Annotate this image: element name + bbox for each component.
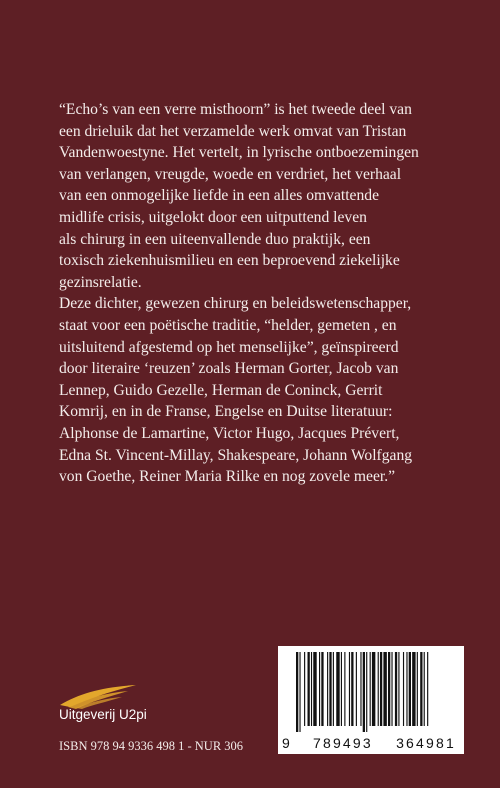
wing-swoosh-icon — [58, 683, 138, 709]
barcode-digits-right: 364981 — [396, 735, 456, 751]
isbn-barcode — [278, 646, 464, 754]
barcode-bar — [296, 652, 298, 732]
barcode-bar — [380, 652, 382, 726]
barcode-bar — [344, 652, 345, 726]
blurb-line: staat voor een poëtische traditie, “helder, gemeten , en — [59, 316, 397, 334]
blurb-line: Komrij, en in de Franse, Engelse en Duitse literatuur: — [59, 403, 393, 421]
barcode-bar — [319, 652, 320, 726]
blurb-line: Deze dichter, gewezen chirurg en beleidswetenschapper, — [59, 295, 412, 313]
barcode-digit-first: 9 — [282, 735, 290, 751]
blurb-line: van verlangen, vreugde, woede en verdriet, het verhaal — [59, 165, 402, 183]
barcode-bar — [336, 652, 339, 726]
barcode-bar — [424, 652, 425, 726]
barcode-bar — [304, 652, 305, 726]
barcode-bar — [351, 652, 353, 726]
barcode-bar — [333, 652, 334, 726]
blurb-paragraph-2 — [59, 293, 459, 487]
barcode-bar — [356, 652, 357, 726]
isbn-nur-line: ISBN 978 94 9336 498 1 - NUR 306 — [59, 739, 244, 753]
barcode-digits — [278, 735, 464, 751]
barcode-bar — [412, 652, 415, 726]
barcode-bar — [403, 652, 404, 726]
barcode-bars — [284, 652, 458, 732]
barcode-bar — [349, 652, 350, 726]
barcode-bar — [341, 652, 342, 726]
barcode-bar — [299, 652, 300, 732]
blurb-line: uitsluitend afgestemd op het menselijke”, geïnspireerd — [59, 338, 399, 356]
barcode-bar — [366, 652, 367, 732]
blurb-paragraph-1 — [59, 99, 459, 293]
barcode-bar — [313, 652, 316, 726]
blurb-line: een drieluik dat het verzamelde werk omvat van Tristan — [59, 122, 407, 140]
barcode-bar — [391, 652, 392, 726]
barcode-bar — [420, 652, 422, 726]
barcode-bar — [360, 652, 361, 726]
barcode-bar — [409, 652, 411, 726]
blurb-line: “Echo’s van een verre misthoorn” is het tweede deel van — [59, 101, 412, 118]
blurb-line: van een onmogelijke liefde in een alles omvattende — [59, 187, 379, 205]
blurb-line: Alphonse de Lamartine, Victor Hugo, Jacques Prévert, — [59, 424, 400, 442]
blurb-line: toxisch ziekenhuismilieu en een beproevend ziekelijke — [59, 252, 400, 270]
barcode-bar — [378, 652, 379, 726]
barcode-bar — [398, 652, 399, 726]
barcode-bar — [372, 652, 375, 726]
blurb-line: Edna St. Vincent-Millay, Shakespeare, Johann Wolfgang — [59, 446, 413, 464]
blurb-line: gezinsrelatie. — [59, 273, 142, 291]
barcode-bar — [370, 652, 371, 726]
barcode-bar — [327, 652, 328, 726]
barcode-bar — [395, 652, 397, 726]
blurb-line: als chirurg in een uiteenvallende duo praktijk, een — [59, 230, 371, 248]
blurb-line: Vandenwoestyne. Het vertelt, in lyrische ontboezemingen — [59, 144, 419, 162]
blurb-line: door literaire ‘reuzen’ zoals Herman Gorter, Jacob van — [59, 360, 399, 378]
barcode-bar — [427, 652, 428, 726]
blurb-line: Lennep, Guido Gezelle, Herman de Coninck, Gerrit — [59, 381, 383, 399]
back-cover-blurb — [59, 99, 459, 488]
blurb-line: midlife crisis, uitgelokt door een uitputtend leven — [59, 208, 367, 226]
barcode-bar — [329, 652, 331, 726]
barcode-bar — [311, 652, 312, 726]
barcode-bar — [417, 652, 418, 726]
barcode-bar — [363, 652, 365, 732]
barcode-bar — [406, 652, 407, 726]
barcode-bar — [383, 652, 386, 726]
barcode-bar — [321, 652, 323, 726]
barcode-bar — [388, 652, 390, 726]
barcode-bar — [308, 652, 310, 726]
blurb-line: von Goethe, Reiner Maria Rilke en nog zovele meer.” — [59, 468, 396, 486]
barcode-digits-left: 789493 — [312, 735, 373, 751]
publisher-name: Uitgeverij U2pi — [59, 707, 147, 722]
